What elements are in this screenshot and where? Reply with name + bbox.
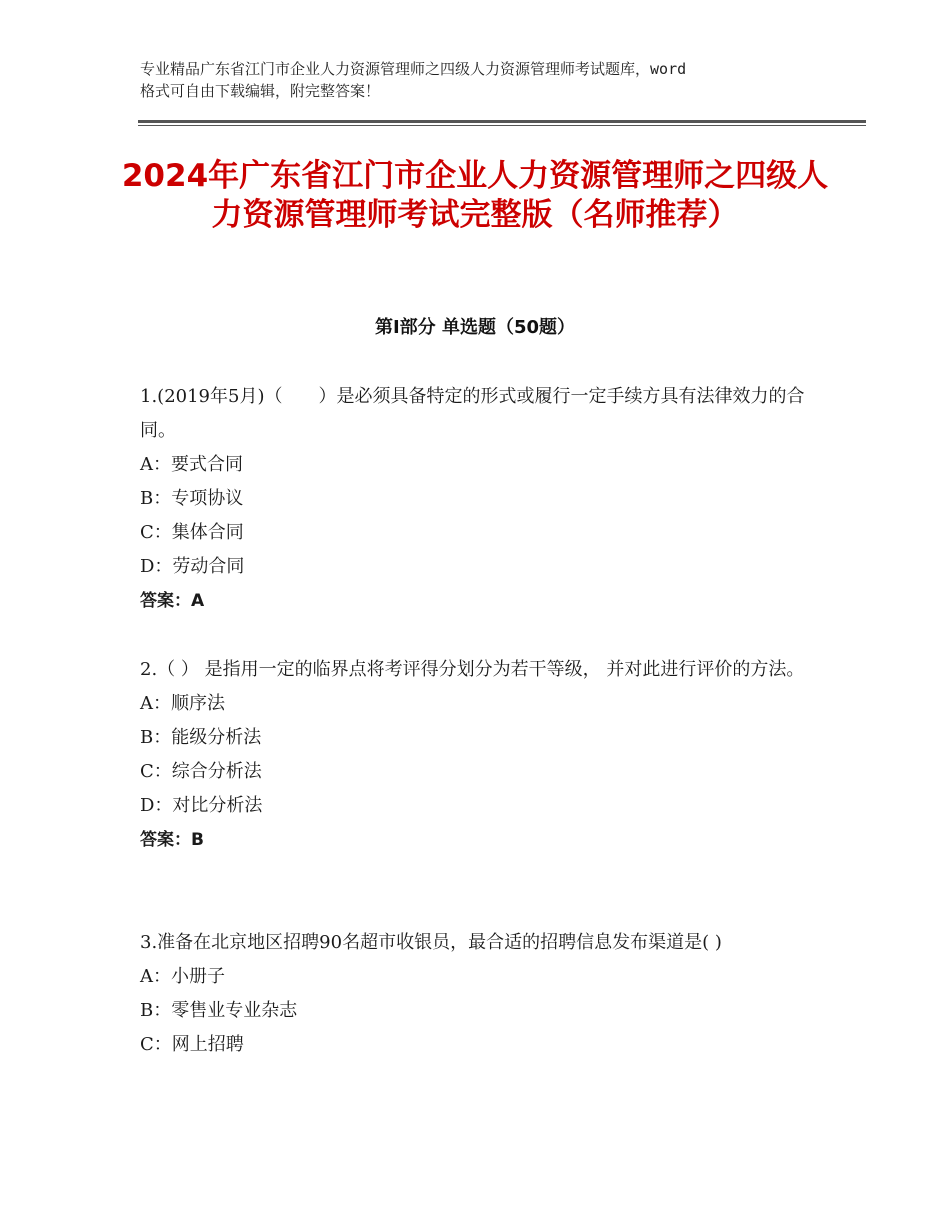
question-stem: 3.准备在北京地区招聘90名超市收银员，最合适的招聘信息发布渠道是( ): [140, 932, 722, 953]
answer-label: 答案：A: [140, 591, 205, 611]
option-a: A：顺序法: [140, 693, 225, 714]
option-b: B：专项协议: [140, 488, 244, 509]
option-c: C：集体合同: [140, 522, 244, 543]
option-b: B：零售业专业杂志: [140, 1000, 298, 1021]
header-note-line-2: 格式可自由下载编辑，附完整答案！: [140, 82, 381, 100]
option-c: C：网上招聘: [140, 1034, 244, 1055]
document-title: 2024年广东省江门市企业人力资源管理师之四级人力资源管理师考试完整版（名师推荐）: [121, 158, 829, 233]
answer-label: 答案：B: [140, 830, 204, 850]
option-d: D：劳动合同: [140, 556, 245, 577]
header-note-line-1: 专业精品广东省江门市企业人力资源管理师之四级人力资源管理师考试题库，word: [140, 60, 687, 78]
header-divider-thin: [138, 125, 866, 126]
question-1: [140, 380, 810, 618]
header-note: [140, 58, 820, 102]
question-stem: 1.(2019年5月)（ ）是必须具备特定的形式或履行一定手续方具有法律效力的合同。: [140, 386, 805, 441]
option-c: C：综合分析法: [140, 761, 262, 782]
option-b: B：能级分析法: [140, 727, 262, 748]
option-a: A：小册子: [140, 966, 225, 987]
question-3: [140, 926, 810, 1062]
question-2: [140, 653, 810, 857]
option-d: D：对比分析法: [140, 795, 263, 816]
section-heading: 第Ⅰ部分 单选题（50题）: [374, 317, 575, 338]
question-stem: 2.（ ） 是指用一定的临界点将考评得分划分为若干等级， 并对此进行评价的方法。: [140, 659, 805, 680]
header-divider: [138, 120, 866, 126]
header-divider-thick: [138, 120, 866, 123]
option-a: A：要式合同: [140, 454, 243, 475]
